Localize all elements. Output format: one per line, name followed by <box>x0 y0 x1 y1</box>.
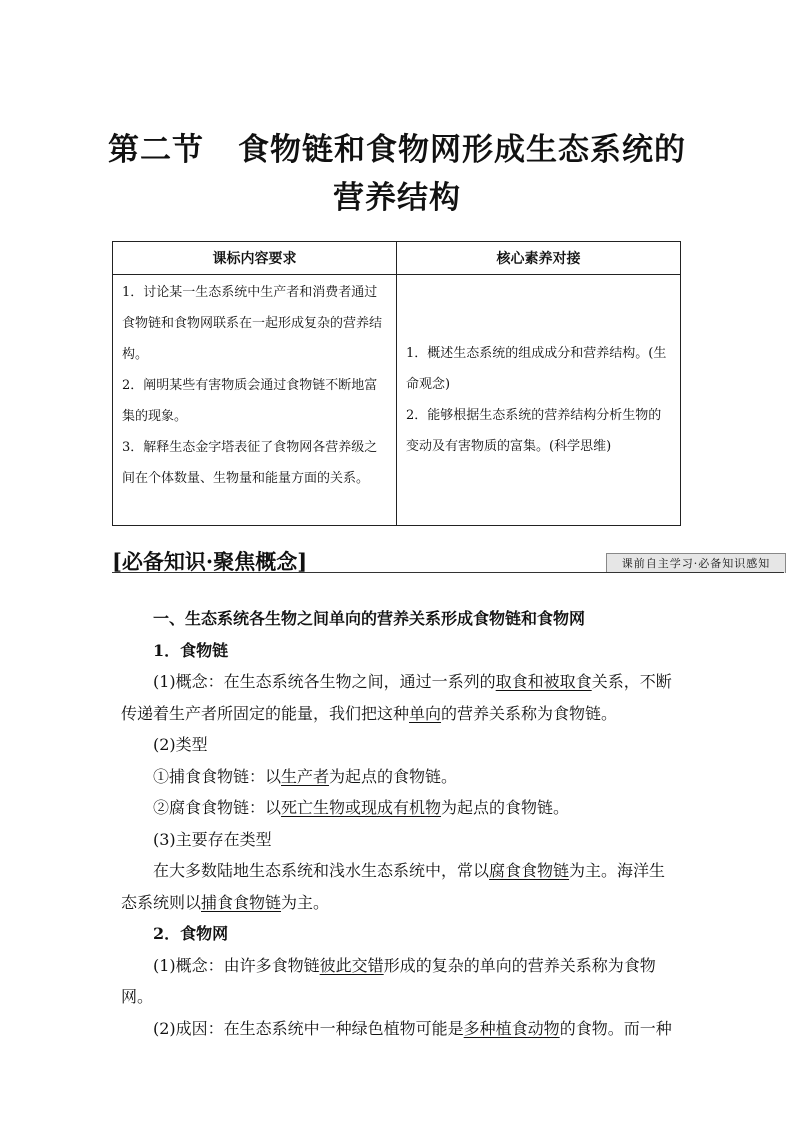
section-heading: [必备知识·聚焦概念] <box>112 549 308 574</box>
table-header-standards: 课标内容要求 <box>113 242 397 275</box>
answer-blank: 捕食食物链 <box>201 892 282 912</box>
paragraph-predation-chain: ①捕食食物链：以生产者为起点的食物链。 <box>153 766 458 786</box>
standards-table <box>112 241 681 526</box>
heading-level1: 一、生态系统各生物之间单向的营养关系形成食物链和食物网 <box>153 609 586 628</box>
answer-blank: 死亡生物或现成有机物 <box>281 798 442 817</box>
standard-item: 2．阐明某些有害物质会通过食物链不断地富集的现象。 <box>122 378 378 424</box>
page-title-line2: 营养结构 <box>333 180 461 216</box>
subheading-food-chain: 1．食物链 <box>153 640 229 660</box>
title-text: 食物链和食物网形成生态系统的 <box>238 132 686 168</box>
section-tag: 课前自主学习·必备知识感知 <box>606 553 786 573</box>
paragraph-definition: (1)概念：在生态系统各生物之间，通过一系列的取食和被取食关系，不断传递着生产者所固定的能量，我们把这种单向的营养关系称为食物链。 <box>121 672 672 723</box>
page-title-line1 <box>0 124 794 169</box>
competency-item: 2．能够根据生态系统的营养结构分析生物的变动及有害物质的富集。(科学思维) <box>406 408 662 454</box>
answer-blank: 取食和被取食 <box>495 672 592 691</box>
competency-item: 1．概述生态系统的组成成分和营养结构。(生命观念) <box>406 346 667 392</box>
paragraph-types: (2)类型 <box>153 735 208 754</box>
standard-item: 3．解释生态金字塔表征了食物网各营养级之间在个体数量、生物量和能量方面的关系。 <box>122 440 378 486</box>
content-body <box>121 603 681 1044</box>
standard-item: 1．讨论某一生态系统中生产者和消费者通过食物链和食物网联系在一起形成复杂的营养结构。 <box>122 285 383 362</box>
paragraph-web-definition: (1)概念：由许多食物链彼此交错形成的复杂的单向的营养关系称为食物网。 <box>121 955 656 1006</box>
paragraph-ecosystems: 在大多数陆地生态系统和浅水生态系统中，常以腐食食物链为主。海洋生态系统则以捕食食物链为主。 <box>121 861 666 912</box>
table-header-competencies: 核心素养对接 <box>397 242 681 275</box>
standards-cell <box>113 275 397 526</box>
answer-blank: 单向 <box>409 703 442 723</box>
answer-blank: 多种植食动物 <box>463 1018 560 1038</box>
paragraph-main-types: (3)主要存在类型 <box>153 829 272 849</box>
answer-blank: 腐食食物链 <box>489 861 570 880</box>
competencies-cell <box>397 275 681 526</box>
answer-blank: 生产者 <box>281 766 330 786</box>
paragraph-web-cause: (2)成因：在生态系统中一种绿色植物可能是多种植食动物的食物。而一种 <box>153 1018 672 1038</box>
answer-blank: 彼此交错 <box>319 955 384 975</box>
paragraph-detritus-chain: ②腐食食物链：以死亡生物或现成有机物为起点的食物链。 <box>153 798 570 817</box>
section-divider <box>112 572 784 573</box>
section-number: 第二节 <box>108 132 204 168</box>
subheading-food-web: 2．食物网 <box>153 924 229 943</box>
